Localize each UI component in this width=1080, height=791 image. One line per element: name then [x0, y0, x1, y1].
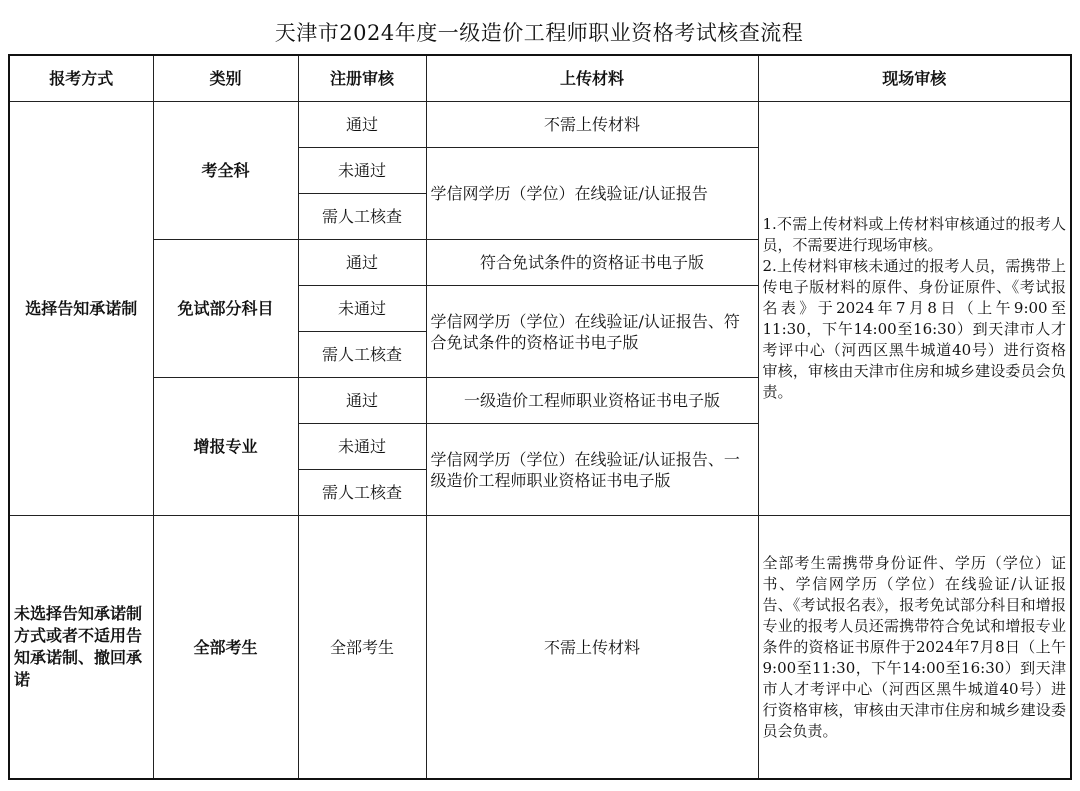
- page-title: 天津市2024年度一级造价工程师职业资格考试核查流程: [274, 21, 804, 45]
- status-cell: 未通过: [298, 286, 426, 332]
- header-method: 报考方式: [9, 55, 153, 102]
- status-cell: 需人工核查: [298, 332, 426, 378]
- upload-cell: 学信网学历（学位）在线验证/认证报告: [426, 148, 758, 240]
- status-cell: 全部考生: [298, 516, 426, 780]
- category-full-exam: 考全科: [153, 102, 298, 240]
- upload-cell: 不需上传材料: [426, 516, 758, 780]
- header-category: 类别: [153, 55, 298, 102]
- upload-cell: 学信网学历（学位）在线验证/认证报告、符合免试条件的资格证书电子版: [426, 286, 758, 378]
- category-all-candidates: 全部考生: [153, 516, 298, 780]
- category-add-major: 增报专业: [153, 378, 298, 516]
- status-cell: 通过: [298, 240, 426, 286]
- status-cell: 需人工核查: [298, 470, 426, 516]
- upload-cell: 符合免试条件的资格证书电子版: [426, 240, 758, 286]
- onsite-note-text: [763, 214, 1067, 403]
- upload-cell: 不需上传材料: [426, 102, 758, 148]
- header-upload: 上传材料: [426, 55, 758, 102]
- status-cell: 需人工核查: [298, 194, 426, 240]
- header-onsite: 现场审核: [758, 55, 1071, 102]
- onsite-note-paragraph: 1.不需上传材料或上传材料审核通过的报考人员，不需要进行现场审核。: [762, 215, 1066, 254]
- onsite-note-commitment: [758, 102, 1071, 516]
- status-cell: 通过: [298, 378, 426, 424]
- category-exempt-subjects: 免试部分科目: [153, 240, 298, 378]
- onsite-note-paragraph: 2.上传材料审核未通过的报考人员，需携带上传电子版材料的原件、身份证原件、《考试报名表》于2024年7月8日（上午9:00至11:30，下午14:00至16:30）到天津市人才考评中心（河西区黑牛城道40号）进行资格审核，审核由天津市住房和城乡建设委员会负责。: [762, 257, 1066, 401]
- upload-cell: 一级造价工程师职业资格证书电子版: [426, 378, 758, 424]
- header-registration: 注册审核: [298, 55, 426, 102]
- method-no-commitment: 未选择告知承诺制方式或者不适用告知承诺制、撤回承诺: [9, 516, 153, 780]
- status-cell: 通过: [298, 102, 426, 148]
- onsite-note-no-commitment: 全部考生需携带身份证件、学历（学位）证书、学信网学历（学位）在线验证/认证报告、《考试报名表》，报考免试部分科目和增报专业的报考人员还需携带符合免试和增报专业条件的资格证书原件于2024年7月8日（上午9:00至11:30，下午14:00至16:30）到天津市人才考评中心（河西区黑牛城道40号）进行资格审核，审核由天津市住房和城乡建设委员会负责。: [758, 516, 1071, 780]
- table-row: [9, 102, 1071, 148]
- method-commitment: 选择告知承诺制: [9, 102, 153, 516]
- table-row: [9, 516, 1071, 780]
- header-row: [9, 55, 1071, 102]
- status-cell: 未通过: [298, 148, 426, 194]
- status-cell: 未通过: [298, 424, 426, 470]
- verification-process-table: [8, 54, 1072, 780]
- upload-cell: 学信网学历（学位）在线验证/认证报告、一级造价工程师职业资格证书电子版: [426, 424, 758, 516]
